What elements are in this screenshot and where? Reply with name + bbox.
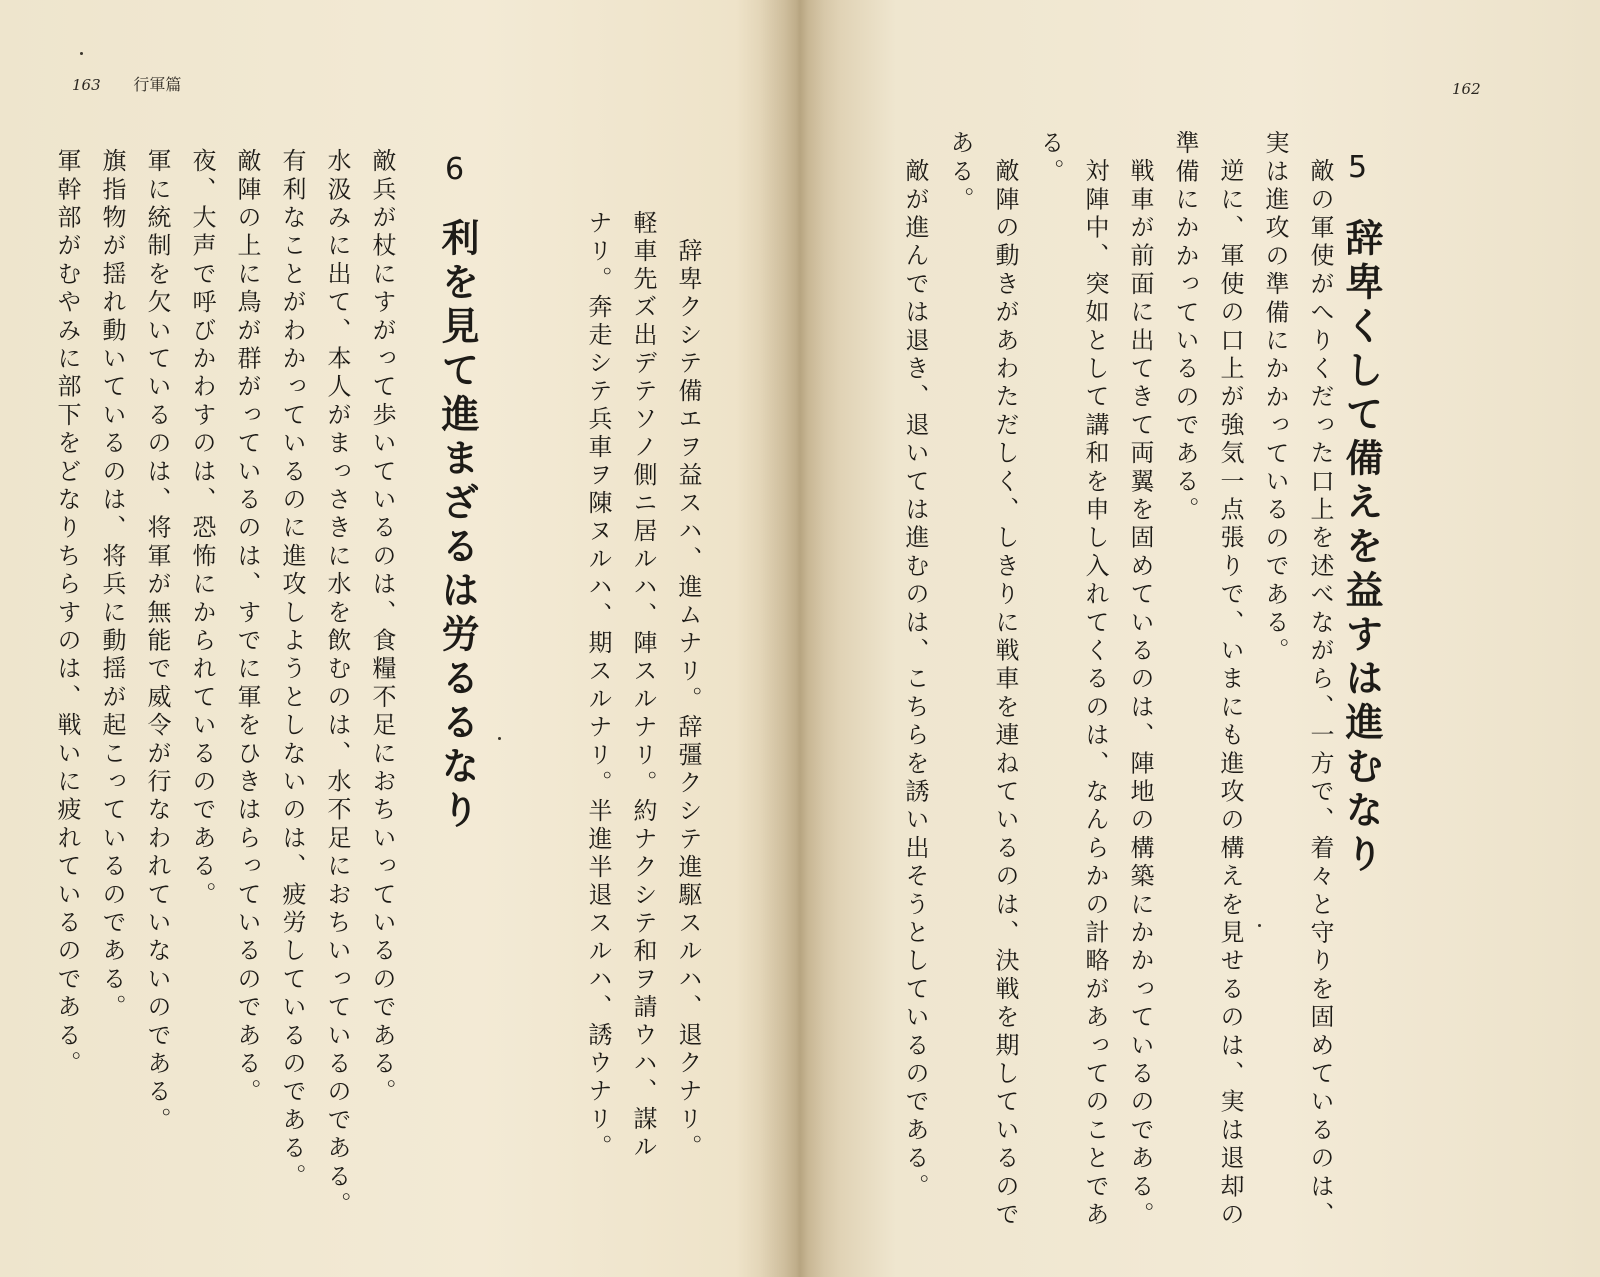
- paragraph-line: る。: [1036, 130, 1064, 187]
- kanbun-line: 軽車先ズ出デテソノ側ニ居ルハ、陣スルナリ。約ナクシテ和ヲ請ウハ、謀ル: [629, 210, 657, 1162]
- paragraph-line: ある。: [946, 130, 974, 215]
- body-line: 夜、大声で呼びかわすのは、恐怖にかられているのである。: [188, 148, 216, 910]
- body-line: 水汲みに出て、本人がまっさきに水を飲むのは、水不足におちいっているのである。: [323, 148, 351, 1220]
- right-page: [800, 0, 1600, 1277]
- paper-speck: [80, 52, 83, 55]
- left-running-head: [72, 72, 181, 95]
- paragraph-line: 敵の軍使がへりくだった口上を述べながら、一方で、着々と守りを固めているのは、: [1306, 158, 1334, 1230]
- right-page-number: 162: [1452, 80, 1481, 98]
- right-body-text: [892, 130, 1342, 1230]
- paragraph-line: 敵が進んでは退き、退いては進むのは、こちらを誘い出そうとしているのである。: [901, 158, 929, 1202]
- kanbun-line: 辞卑クシテ備エヲ益スハ、進ムナリ。辞彊クシテ進駆スルハ、退クナリ。: [674, 238, 702, 1162]
- right-running-head: [1452, 80, 1481, 98]
- section-6-number: 6: [445, 152, 465, 187]
- paragraph-line: 対陣中、突如として講和を申し入れてくるのは、なんらかの計略があってのことであ: [1081, 158, 1109, 1230]
- body-line: 軍幹部がむやみに部下をどなりちらすのは、戦いに疲れているのである。: [53, 148, 81, 1079]
- body-line: 有利なことがわかっているのに進攻しようとしないのは、疲労しているのである。: [278, 148, 306, 1192]
- section-5-title: 辞卑くして備えを益すは進むなり: [1339, 218, 1383, 878]
- left-body-text: [44, 148, 404, 1220]
- body-line: 敵兵が杖にすがって歩いているのは、食糧不足におちいっているのである。: [368, 148, 396, 1107]
- body-line: 旗指物が揺れ動いているのは、将兵に動揺が起こっているのである。: [98, 148, 126, 1023]
- paragraph-line: 逆に、軍使の口上が強気一点張りで、いまにも進攻の構えを見せるのは、実は退却の: [1216, 158, 1244, 1230]
- paper-speck: [498, 737, 501, 740]
- section-6-title: 利を見て進まざるは労るるなり: [435, 218, 479, 834]
- running-title: 行軍篇: [133, 75, 182, 94]
- body-line: 敵陣の上に鳥が群がっているのは、すでに軍をひきはらっているのである。: [233, 148, 261, 1107]
- paragraph-line: 準備にかかっているのである。: [1171, 130, 1199, 525]
- paragraph-line: 実は進攻の準備にかかっているのである。: [1261, 130, 1289, 666]
- section-5-number: 5: [1348, 150, 1368, 185]
- paper-speck: [1258, 924, 1261, 927]
- paragraph-line: 敵陣の動きがあわただしく、しきりに戦車を連ねているのは、決戦を期しているので: [991, 158, 1019, 1230]
- left-kanbun-text: [575, 210, 710, 1162]
- kanbun-line: ナリ。奔走シテ兵車ヲ陳ヌルハ、期スルナリ。半進半退スルハ、誘ウナリ。: [584, 210, 612, 1162]
- body-line: 軍に統制を欠いているのは、将軍が無能で威令が行なわれていないのである。: [143, 148, 171, 1135]
- paragraph-line: 戦車が前面に出てきて両翼を固めているのは、陣地の構築にかかっているのである。: [1126, 158, 1154, 1230]
- left-page-number: 163: [72, 76, 101, 94]
